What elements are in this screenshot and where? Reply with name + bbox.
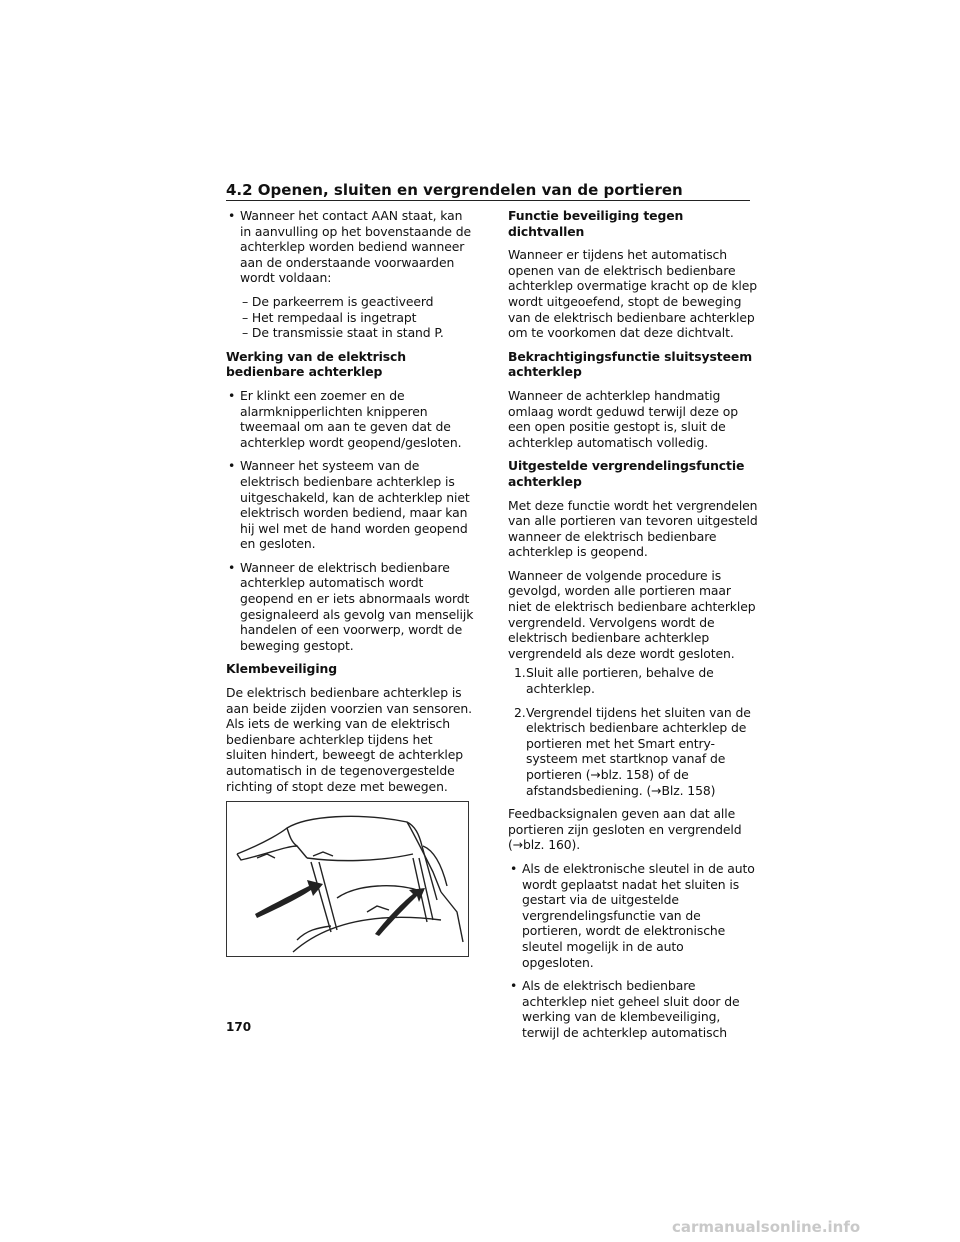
- condition-transmission: – De transmissie staat in stand P.: [242, 325, 444, 341]
- heading-operation: Werking van de elektrisch bedienbare achterklep: [226, 348, 407, 380]
- tailgate-sensor-illustration: [226, 801, 469, 957]
- delayed-lock-text: Met deze functie wordt het vergrendelen van alle portieren van tevoren uitgesteld wanneer de elektrisch bedienbare achterklep is geopend.: [508, 497, 758, 560]
- watermark: carmanualsonline.info: [672, 1218, 861, 1236]
- condition-parking-brake: – De parkeerrem is geactiveerd: [242, 293, 434, 309]
- bullet-jam-close: • Als de elektrisch bedienbare achterklep niet geheel sluit door de werking van de klembeveiliging, terwijl de achterklep automatisch: [508, 978, 758, 1040]
- bullet-ignition-on: • Wanneer het contact AAN staat, kan in aanvulling op het bovenstaande de achterklep worden bediend wanneer aan de onderstaande voorwaarden wordt voldaan:: [226, 208, 476, 286]
- bullet-abnormal-stop: • Wanneer de elektrisch bedienbare achterklep automatisch wordt geopend en er iets abnormaals wordt gesignaleerd als gevolg van menselijk handelen of een voorwerp, wordt de beweging gestopt.: [226, 560, 476, 654]
- header-rule: [226, 200, 750, 201]
- heading-delayed-lock: Uitgestelde vergrendelingsfunctie achterklep: [508, 458, 745, 489]
- heading-closer-assist: Bekrachtigingsfunctie sluitsysteem achterklep: [508, 348, 753, 380]
- tailgate-drawing: [227, 802, 469, 957]
- right-column: [508, 208, 758, 1049]
- heading-jam-protection: Klembeveiliging: [226, 661, 337, 677]
- anti-drop-text: Wanneer er tijdens het automatisch openen van de elektrisch bedienbare achterklep overmatige kracht op de klep wordt uitgeoefend, stopt de beweging van de elektrisch bedienbare achterklep om te voorkomen dat deze dichtvalt.: [508, 247, 758, 341]
- section-title: 4.2 Openen, sluiten en vergrendelen van de portieren: [226, 181, 683, 199]
- left-column: [226, 208, 476, 802]
- jam-protection-text: De elektrisch bedienbare achterklep is aan beide zijden voorzien van sensoren. Als iets de werking van de elektrisch bedienbare achterklep tijdens het sluiten hindert, beweegt de achterklep automatisch in de tegenovergestelde richting of stopt deze met bewegen.: [226, 685, 472, 794]
- condition-brake-pedal: – Het rempedaal is ingetrapt: [242, 309, 417, 325]
- bullet-system-off: • Wanneer het systeem van de elektrisch bedienbare achterklep is uitgeschakeld, kan de achterklep niet elektrisch worden bediend, maar kan hij wel met de hand worden geopend en gesloten.: [226, 458, 476, 552]
- closer-assist-text: Wanneer de achterklep handmatig omlaag wordt geduwd terwijl deze op een open positie gestopt is, sluit de achterklep automatisch volledig.: [508, 387, 738, 450]
- page-number: 170: [226, 1020, 252, 1034]
- step-2: 2. Vergrendel tijdens het sluiten van de elektrisch bedienbare achterklep de portieren met het Smart entry-systeem met startknop vanaf de portieren (→blz. 158) of de afstandsbediening. (→Blz. 158): [514, 704, 751, 798]
- feedback-text: Feedbacksignalen geven aan dat alle portieren zijn gesloten en vergrendeld (→blz. 160).: [508, 806, 742, 853]
- heading-anti-drop: Functie beveiliging tegen dichtvallen: [508, 208, 684, 239]
- step-1: 1. Sluit alle portieren, behalve de achterklep.: [514, 665, 714, 697]
- procedure-intro: Wanneer de volgende procedure is gevolgd, worden alle portieren maar niet de elektrisch bedienbare achterklep vergrendeld. Vervolgens wordt de elektrisch bedienbare achterklep vergrendeld als deze wordt gesloten.: [508, 567, 756, 661]
- bullet-key-locked-in: • Als de elektronische sleutel in de auto wordt geplaatst nadat het sluiten is gestart via de uitgestelde vergrendelingsfunctie van de portieren, wordt de elektronische sleutel mogelijk in de auto opgesloten.: [508, 861, 758, 970]
- bullet-buzzer: • Er klinkt een zoemer en de alarmknipperlichten knipperen tweemaal om aan te geven dat de achterklep wordt geopend/gesloten.: [226, 388, 476, 450]
